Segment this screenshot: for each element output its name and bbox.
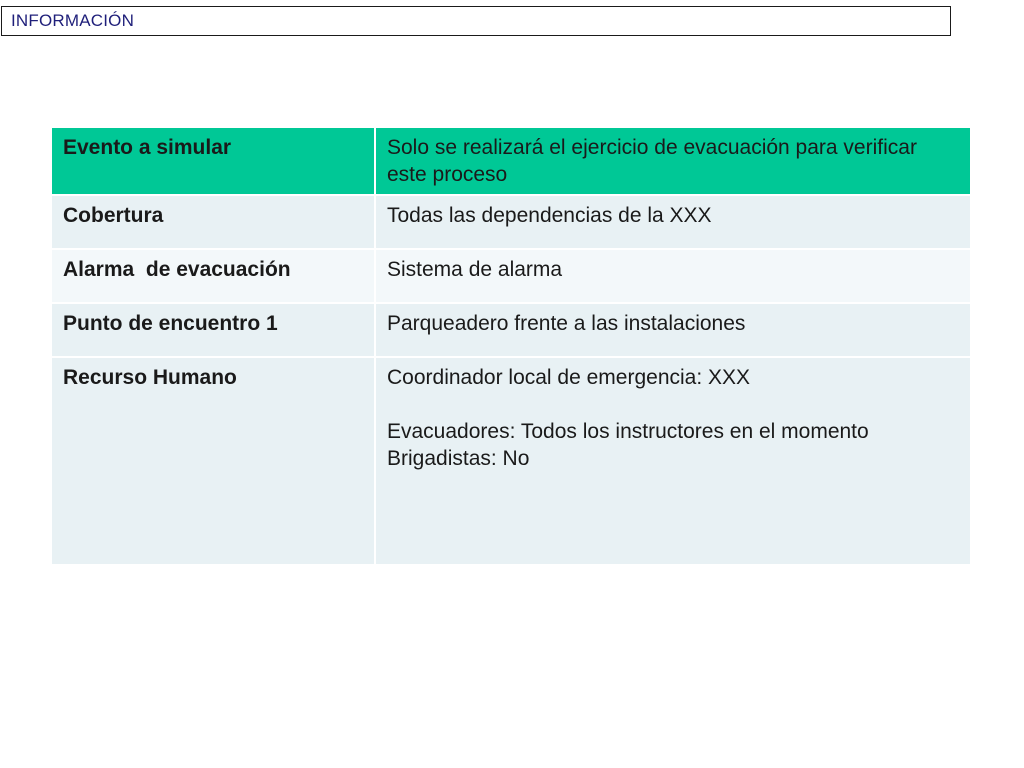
table-row (52, 249, 971, 303)
section-header-box (1, 6, 951, 36)
table-row (52, 303, 971, 357)
row-value-line: Brigadistas: No (387, 447, 530, 470)
row-value (375, 303, 971, 357)
row-value-line: Coordinador local de emergencia: XXX (387, 366, 751, 389)
table-row (52, 128, 971, 195)
row-label: Recurso Humano (52, 357, 375, 565)
row-label: Punto de encuentro 1 (52, 303, 375, 357)
row-value (375, 195, 971, 249)
row-value-line: Parqueadero frente a las instalaciones (387, 312, 746, 335)
info-table (52, 128, 972, 566)
row-label: Alarma de evacuación (52, 249, 375, 303)
row-value (375, 249, 971, 303)
row-value-line: Solo se realizará el ejercicio de evacuación para verificar este proceso (387, 136, 917, 186)
row-value (375, 128, 971, 195)
row-value-line: Evacuadores: Todos los instructores en el momento (387, 420, 869, 443)
table-row (52, 195, 971, 249)
row-label: Evento a simular (52, 128, 375, 195)
table-row (52, 357, 971, 565)
row-value (375, 357, 971, 565)
row-label: Cobertura (52, 195, 375, 249)
section-header-title: INFORMACIÓN (11, 11, 135, 30)
row-value-line: Sistema de alarma (387, 258, 563, 281)
row-value-line: Todas las dependencias de la XXX (387, 204, 712, 227)
